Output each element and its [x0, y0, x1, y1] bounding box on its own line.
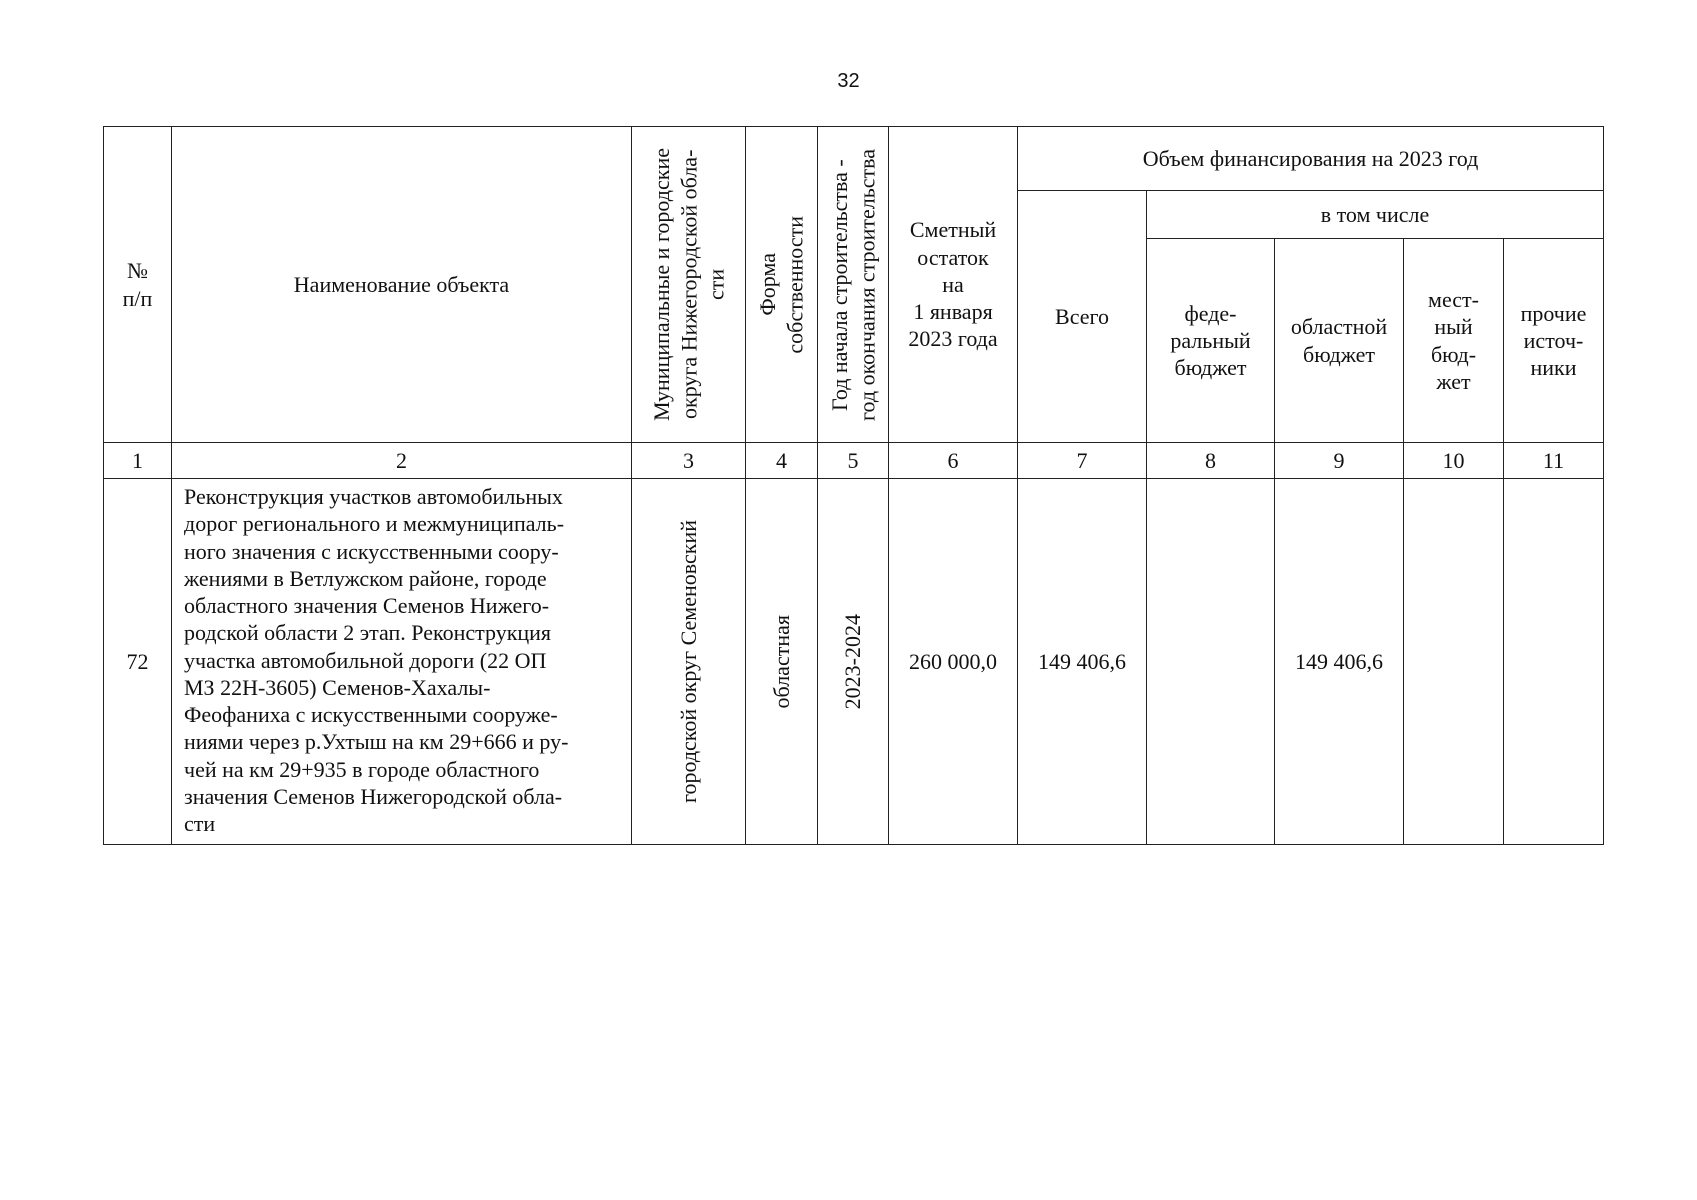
financing-table — [103, 126, 1604, 845]
column-number: 10 — [1404, 443, 1504, 479]
column-number: 2 — [172, 443, 632, 479]
local-value — [1404, 479, 1504, 845]
column-number-row — [104, 443, 1604, 479]
header-row-number — [104, 127, 172, 443]
ownership-value: областная — [768, 614, 794, 709]
object-name-line: дорог регионального и межмуниципаль- — [184, 511, 565, 537]
header-financing — [1018, 127, 1604, 191]
municipality-cell — [632, 479, 746, 845]
header-federal-label: феде- ральный бюджет — [1170, 300, 1251, 381]
object-name — [172, 479, 632, 845]
header-estimated-balance-label: Сметный остаток на 1 января 2023 года — [908, 217, 998, 352]
header-years-label: Год начала строительства - год окончания строительства — [826, 148, 879, 421]
object-name-line: жениями в Ветлужском районе, городе — [184, 565, 547, 591]
column-number: 9 — [1275, 443, 1404, 479]
estimated-balance-value: 260 000,0 — [889, 479, 1018, 845]
column-number: 1 — [104, 443, 172, 479]
regional-value: 149 406,6 — [1275, 479, 1404, 845]
object-name-line: Феофаниха с искусственными сооруже- — [184, 702, 558, 728]
object-name-line: ниями через р.Ухтыш на км 29+666 и ру- — [184, 729, 569, 755]
header-including-label: в том числе — [1320, 201, 1430, 227]
object-name-line: областного значения Семенов Нижего- — [184, 593, 550, 619]
page-number: 32 — [837, 70, 860, 92]
row-number: 72 — [104, 479, 172, 845]
header-municipality-label: Муниципальные и городские округа Нижегородской обла- сти — [648, 148, 729, 421]
total-value: 149 406,6 — [1018, 479, 1147, 845]
municipality-value: городской округ Семеновский — [675, 520, 701, 803]
header-total — [1018, 191, 1147, 443]
column-number: 5 — [818, 443, 889, 479]
header-local — [1404, 239, 1504, 443]
object-name-line: Реконструкция участков автомобильных — [184, 484, 563, 509]
header-total-label: Всего — [1055, 303, 1109, 329]
other-value — [1504, 479, 1604, 845]
header-regional-label: областной бюджет — [1290, 314, 1388, 367]
years-cell — [818, 479, 889, 845]
header-row-number-label: № п/п — [122, 258, 153, 311]
column-number: 8 — [1147, 443, 1275, 479]
header-regional — [1275, 239, 1404, 443]
ownership-cell — [746, 479, 818, 845]
header-federal — [1147, 239, 1275, 443]
header-other-label: прочие источ- ники — [1520, 300, 1587, 381]
column-number: 7 — [1018, 443, 1147, 479]
header-municipality — [632, 127, 746, 443]
object-name-line: ного значения с искусственными соору- — [184, 538, 559, 564]
column-number: 3 — [632, 443, 746, 479]
table-row — [104, 479, 1604, 845]
header-object-name-label: Наименование объекта — [293, 271, 510, 297]
column-number: 11 — [1504, 443, 1604, 479]
years-value: 2023-2024 — [840, 613, 866, 710]
header-including — [1147, 191, 1604, 239]
header-local-label: мест- ный бюд- жет — [1428, 286, 1479, 394]
object-name-line: чей на км 29+935 в городе областного — [184, 756, 540, 782]
header-ownership — [746, 127, 818, 443]
header-financing-label: Объем финансирования на 2023 год — [1142, 145, 1479, 171]
object-name-line: МЗ 22Н-3605) Семенов-Хахалы- — [184, 674, 491, 700]
header-ownership-label: Форма собственности — [755, 215, 808, 354]
federal-value — [1147, 479, 1275, 845]
object-name-line: сти — [184, 811, 216, 837]
header-estimated-balance — [889, 127, 1018, 443]
header-other — [1504, 239, 1604, 443]
header-object-name — [172, 127, 632, 443]
object-name-line: родской области 2 этап. Реконструкция — [184, 620, 552, 646]
header-years — [818, 127, 889, 443]
column-number: 6 — [889, 443, 1018, 479]
object-name-line: значения Семенов Нижегородской обла- — [184, 783, 563, 809]
object-name-line: участка автомобильной дороги (22 ОП — [184, 647, 547, 673]
column-number: 4 — [746, 443, 818, 479]
